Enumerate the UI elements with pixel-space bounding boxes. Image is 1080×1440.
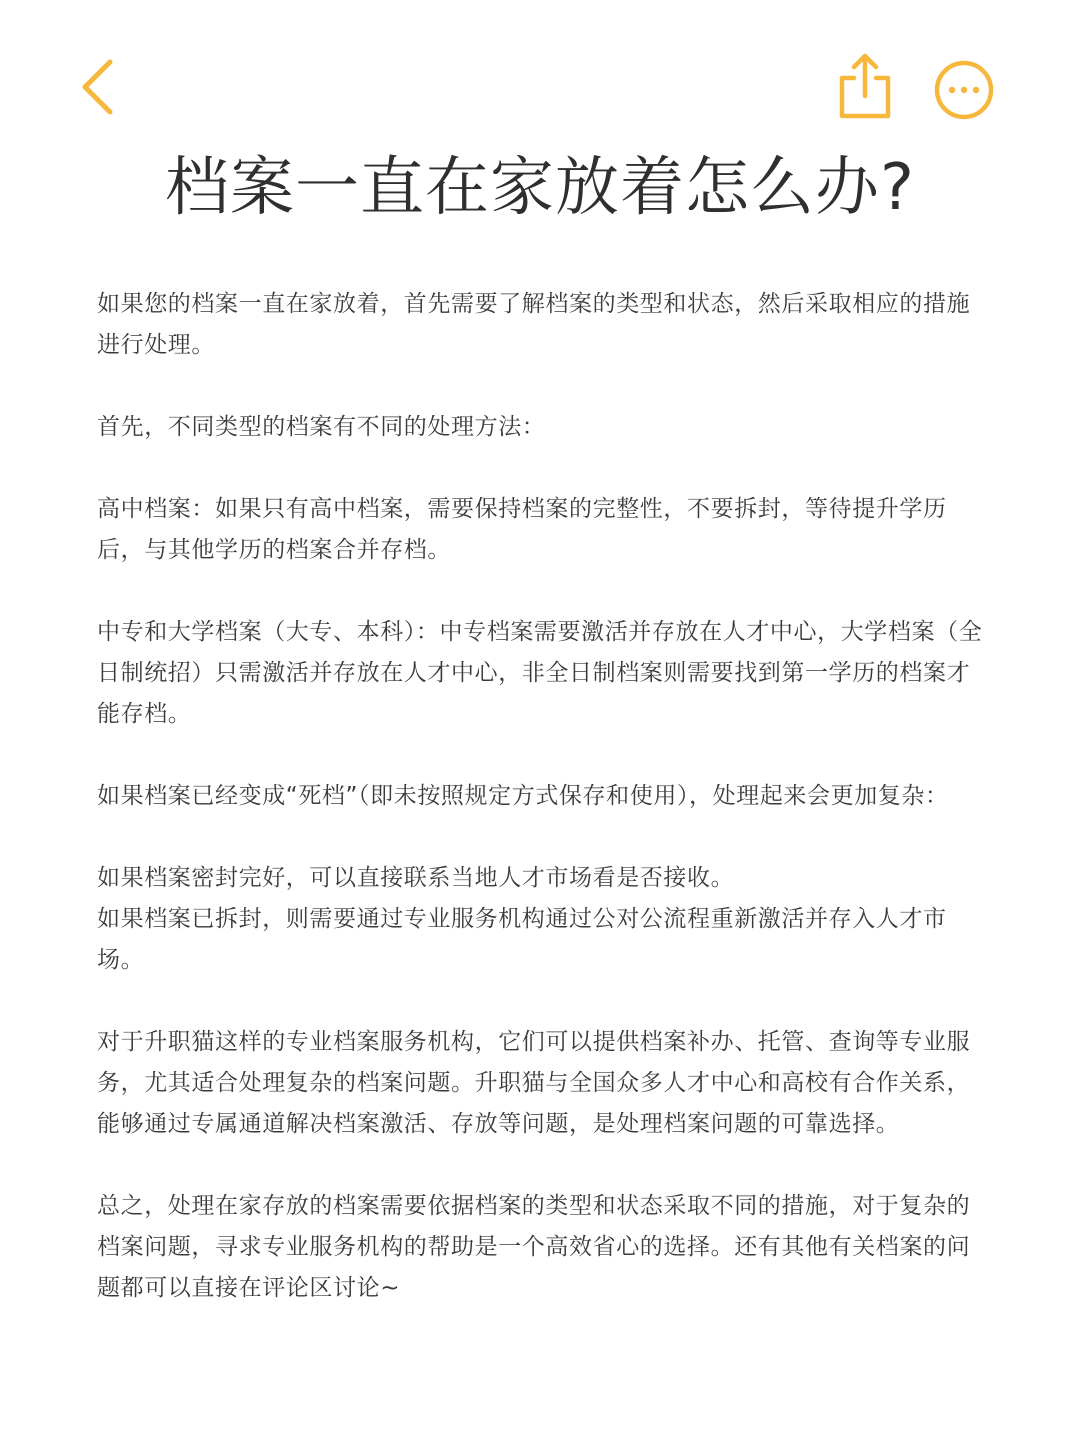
paragraph-high-school: 高中档案：如果只有高中档案，需要保持档案的完整性，不要拆封，等待提升学历后，与其他学历的档案合并存档。 (97, 496, 947, 563)
paragraph-dead-archive: 如果档案已经变成“死档”（即未按照规定方式保存和使用），处理起来会更加复杂： (97, 783, 949, 809)
share-button[interactable] (830, 48, 900, 124)
paragraph-intro: 如果您的档案一直在家放着，首先需要了解档案的类型和状态，然后采取相应的措施进行处理。 (97, 291, 971, 358)
top-toolbar (0, 0, 1080, 140)
note-body (97, 284, 987, 1350)
more-button[interactable] (930, 56, 998, 124)
paragraph-service: 对于升职猫这样的专业档案服务机构，它们可以提供档案补办、托管、查询等专业服务，尤其适合处理复杂的档案问题。升职猫与全国众多人才中心和高校有合作关系，能够通过专属通道解决档案激活、存放等问题，是处理档案问题的可靠选择。 (97, 1029, 971, 1137)
paragraph-types-intro: 首先，不同类型的档案有不同的处理方法： (97, 414, 546, 440)
share-icon (830, 48, 900, 124)
more-icon (930, 56, 998, 124)
paragraph-summary: 总之，处理在家存放的档案需要依据档案的类型和状态采取不同的措施，对于复杂的档案问题，寻求专业服务机构的帮助是一个高效省心的选择。还有其他有关档案的问题都可以直接在评论区讨论~ (97, 1193, 971, 1301)
back-button[interactable] (70, 50, 130, 120)
paragraph-college: 中专和大学档案（大专、本科）：中专档案需要激活并存放在人才中心，大学档案（全日制统招）只需激活并存放在人才中心，非全日制档案则需要找到第一学历的档案才能存档。 (97, 619, 983, 727)
paragraph-sealed: 如果档案密封完好，可以直接联系当地人才市场看是否接收。 (97, 865, 735, 891)
note-title: 档案一直在家放着怎么办? (165, 151, 915, 225)
chevron-left-icon (70, 50, 130, 120)
paragraph-unsealed: 如果档案已拆封，则需要通过专业服务机构通过公对公流程重新激活并存入人才市场。 (97, 906, 947, 973)
